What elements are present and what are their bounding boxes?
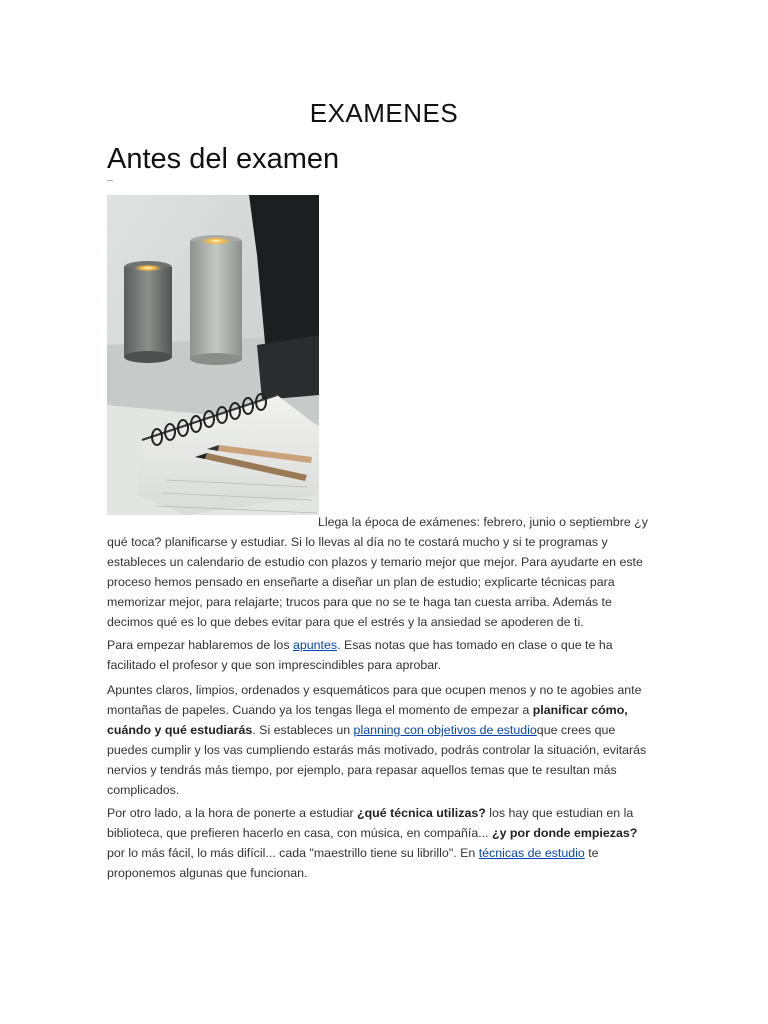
document-title: EXAMENES (309, 98, 459, 128)
paragraph-text: . Esas notas que has tomado en clase o que te ha facilitado el profesor y que son imprescindibles para aprobar. (107, 638, 613, 672)
section-heading: Antes del examen (107, 143, 340, 175)
paragraph-apuntes (107, 635, 655, 675)
bold-text: planificar cómo, cuándo y qué estudiarás (107, 703, 628, 737)
paragraph-text: los hay que estudian en la biblioteca, que prefieren hacerlo en casa, con música, en compañía... (107, 806, 634, 840)
paragraph-text: Para empezar hablaremos de los (107, 638, 293, 652)
planning-link[interactable]: planning con objetivos de estudio (353, 723, 537, 737)
paragraph-text: por lo más fácil, lo más difícil... cada "maestrillo tiene su librillo". En (107, 846, 479, 860)
paragraph-text: Apuntes claros, limpios, ordenados y esquemáticos para que ocupen menos y no te agobies ante montañas de papeles. Cuando ya los tengas llega el momento de empezar a (107, 683, 642, 717)
paragraph-tecnicas (107, 803, 655, 883)
small-divider-mark (107, 180, 113, 181)
apuntes-link[interactable]: apuntes (292, 638, 338, 652)
paragraph-text: Por otro lado, a la hora de ponerte a estudiar (107, 806, 358, 820)
tecnicas-de-estudio-link[interactable]: técnicas de estudio (478, 846, 585, 860)
bold-text: ¿qué técnica utilizas? (357, 806, 486, 820)
paragraph-text: que crees que puedes cumplir y los vas cumpliendo estarás más motivado, podrás controlar la situación, evitarás nervios y tendrás más tiempo, por ejemplo, para repasar aquellos temas que te resultan más complicados. (107, 723, 647, 797)
bold-text: ¿y por donde empiezas? (492, 826, 638, 840)
paragraph-text: . Si estableces un (252, 723, 354, 737)
paragraph-intro: Llega la época de exámenes: febrero, junio o septiembre ¿y qué toca? planificarse y estudiar. Si lo llevas al día no te costará mucho y si te programas y estableces un calendario de estudio con plazos y temario mejor que mejor. Para ayudarte en este proceso hemos pensado en enseñarte a diseñar un plan de estudio; explicarte técnicas para memorizar mejor, para relajarte; trucos para que no se te haga tan cuesta arriba. Además te decimos qué es lo que debes evitar para que el estrés y la ansiedad se apoderen de ti. (107, 515, 648, 629)
paragraph-planificar (107, 680, 655, 800)
paragraph-text: te proponemos algunas que funcionan. (107, 846, 599, 880)
candles-notebook-photo (107, 195, 319, 515)
